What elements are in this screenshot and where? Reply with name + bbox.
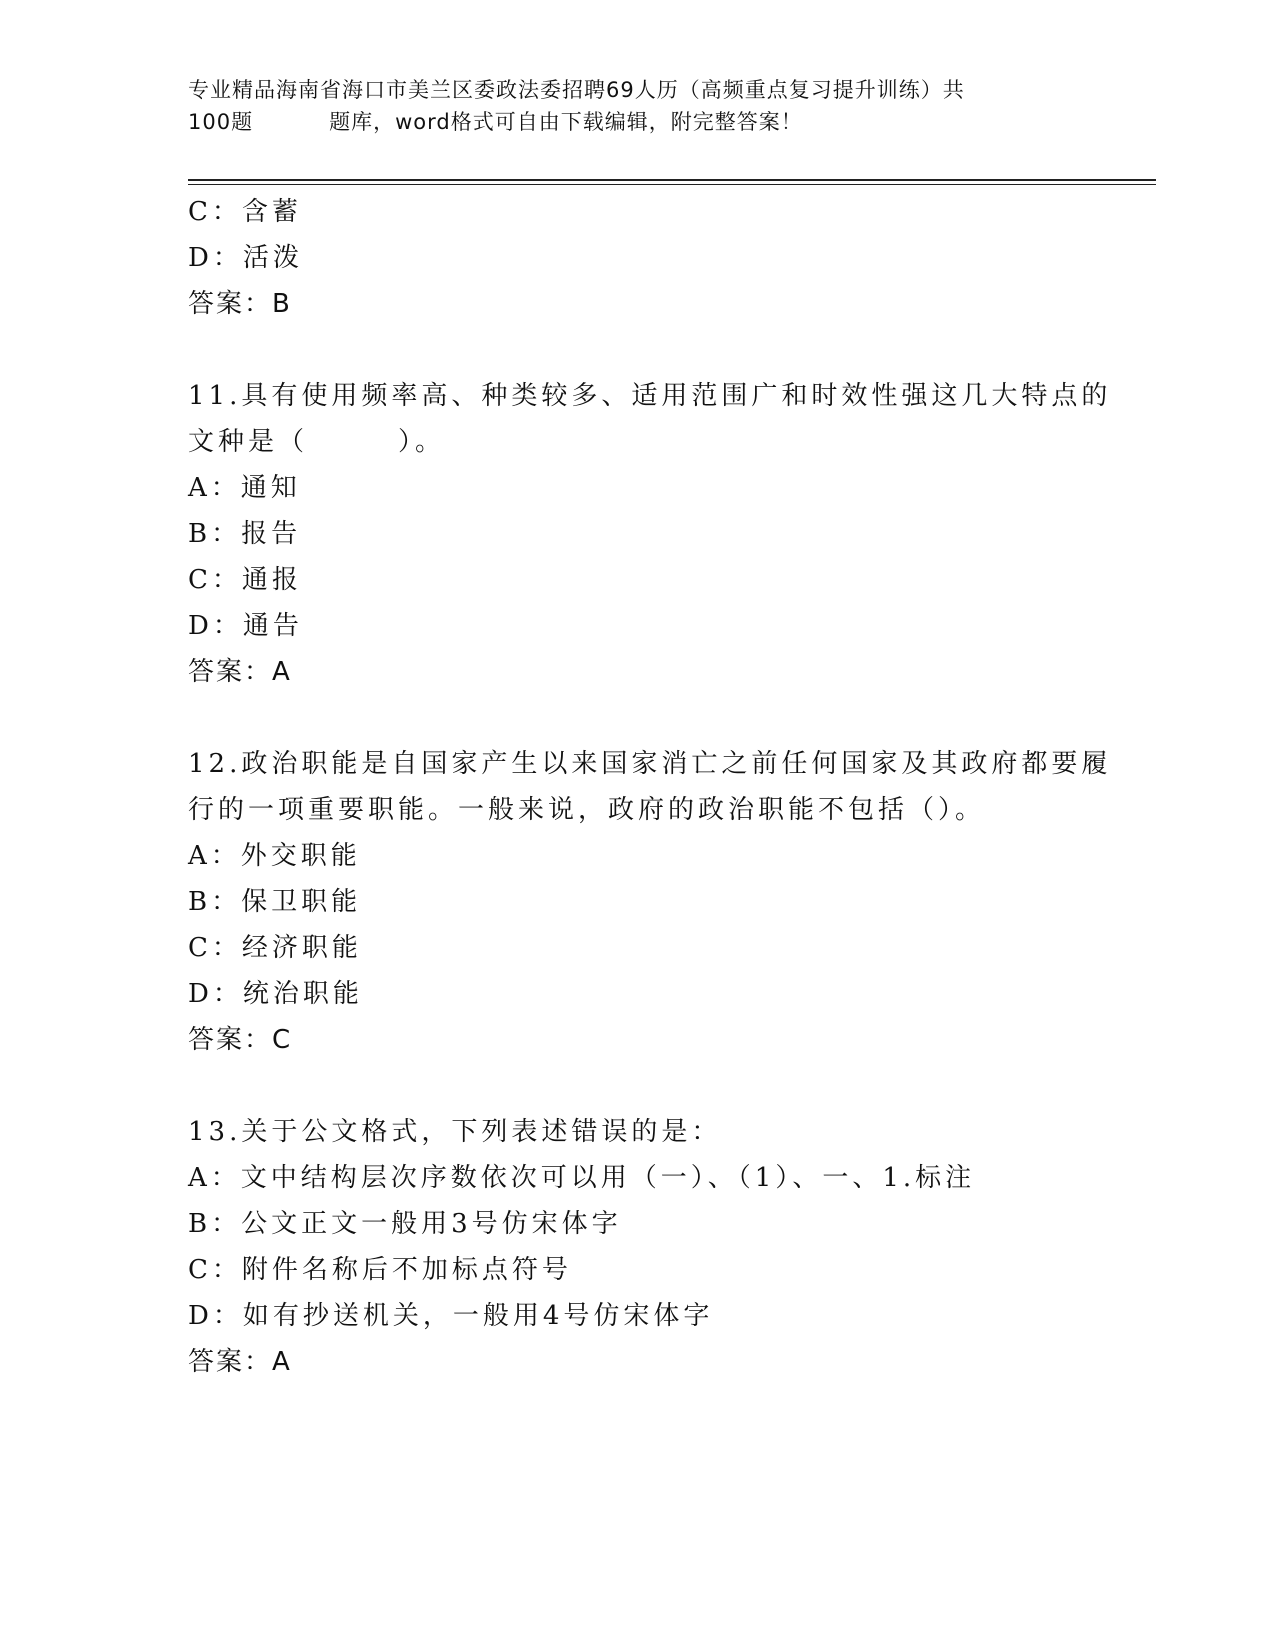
- question-10-tail: [188, 189, 1088, 327]
- option-c: C：附件名称后不加标点符号: [188, 1255, 572, 1285]
- answer-line: 答案：A: [188, 657, 292, 687]
- header-divider-bottom: [188, 184, 1156, 185]
- option-a: A：文中结构层次序数依次可以用（一）、（1）、一、1.标注: [188, 1163, 976, 1193]
- header-title-line1: 专业精品海南省海口市美兰区委政法委招聘69人历（高频重点复习提升训练）共: [188, 78, 965, 102]
- question-gap: [188, 1063, 1088, 1109]
- question-stem-line2: 行的一项重要职能。一般来说，政府的政治职能不包括（）。: [188, 795, 986, 825]
- answer-line: 答案：C: [188, 1025, 293, 1055]
- option-a: A：外交职能: [188, 841, 361, 871]
- header-question-count: 100题: [188, 110, 254, 134]
- header-divider-top: [188, 179, 1156, 181]
- header-description: 题库，word格式可自由下载编辑，附完整答案！: [329, 110, 803, 134]
- answer-line: 答案：A: [188, 1347, 292, 1377]
- question-stem-line1: 13.关于公文格式，下列表述错误的是：: [188, 1117, 722, 1147]
- question-gap: [188, 327, 1088, 373]
- question-12: [188, 741, 1112, 1063]
- option-c: C：含蓄: [188, 197, 302, 227]
- option-b: B：公文正文一般用3号仿宋体字: [188, 1209, 622, 1239]
- option-d: D：通告: [188, 611, 303, 641]
- page-header: [188, 74, 1088, 138]
- option-d: D：统治职能: [188, 979, 363, 1009]
- option-c: C：经济职能: [188, 933, 362, 963]
- option-d: D：活泼: [188, 243, 303, 273]
- question-stem-line2: 文种是（ ）。: [188, 427, 446, 457]
- question-gap: [188, 695, 1088, 741]
- question-stem-line1: 12.政治职能是自国家产生以来国家消亡之前任何国家及其政府都要履: [188, 749, 1112, 779]
- option-a: A：通知: [188, 473, 301, 503]
- question-stem-line1: 11.具有使用频率高、种类较多、适用范围广和时效性强这几大特点的: [188, 381, 1112, 411]
- option-c: C：通报: [188, 565, 302, 595]
- option-b: B：报告: [188, 519, 302, 549]
- question-list: [188, 189, 1112, 1385]
- question-11: [188, 373, 1112, 695]
- answer-line: 答案：B: [188, 289, 292, 319]
- option-d: D：如有抄送机关，一般用4号仿宋体字: [188, 1301, 714, 1331]
- header-title-line2: [188, 106, 1088, 138]
- question-13: [188, 1109, 1088, 1385]
- option-b: B：保卫职能: [188, 887, 362, 917]
